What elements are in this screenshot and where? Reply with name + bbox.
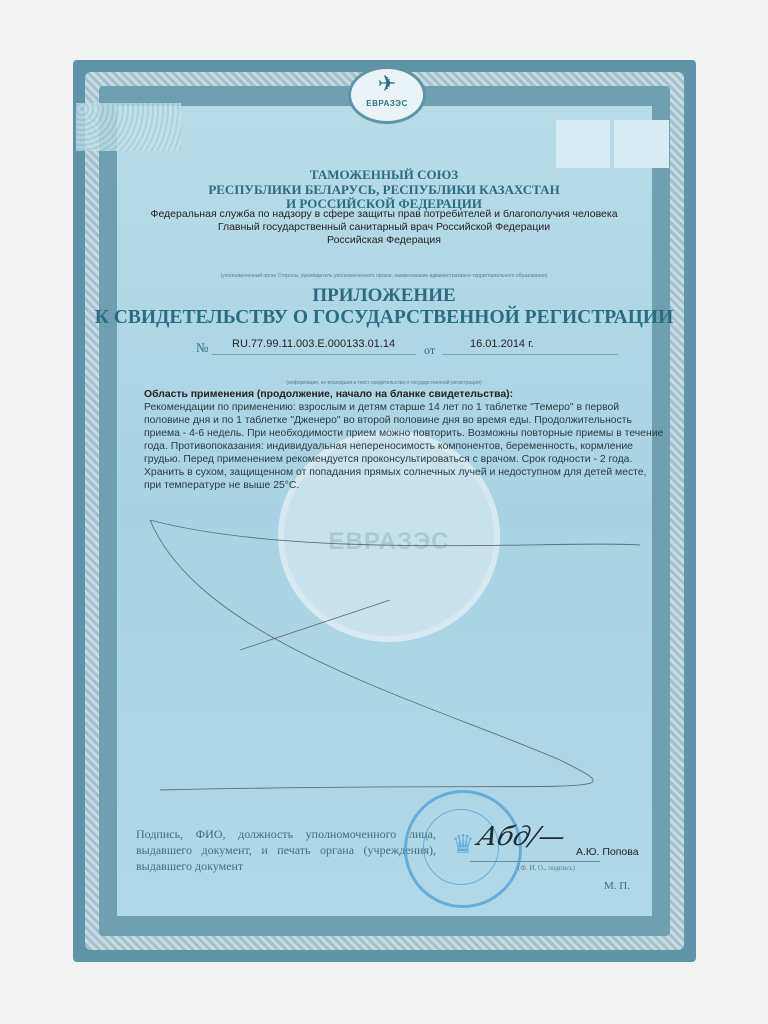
double-headed-eagle-icon: ♛	[451, 829, 475, 859]
bird-icon: ✈	[377, 71, 397, 96]
signer-name: А.Ю. Попова	[576, 846, 639, 858]
logo-text: ЕВРАЗЭС	[366, 99, 408, 108]
info-caption: (информация, не вошедшая в текст свидетельства о государственной регистрации)	[286, 380, 482, 386]
handwritten-signature: Абд/—	[473, 822, 569, 852]
signature-underline	[470, 861, 600, 862]
registration-number: RU.77.99.11.003.E.000133.01.14	[232, 338, 396, 350]
number-label: №	[196, 340, 209, 355]
header-line-2: РЕСПУБЛИКИ БЕЛАРУСЬ, РЕСПУБЛИКИ КАЗАХСТАН	[208, 182, 560, 197]
application-heading: Область применения (продолжение, начало на бланке свидетельства):	[144, 389, 514, 400]
application-body: Рекомендации по применению: взрослым и детям старше 14 лет по 1 таблетке "Темеро" в первой половине дня и по 1 таблетке "Дженеро" во второй половине дня во время еды. Продолжительность приема - 4-6 недель. При необходимости прием можно повторить. Возможны повторные приемы в течение года. Противопоказания: индивидуальная непереносимость компонентов, беременность, кормление грудью. Перед применением рекомендуется проконсультироваться с врачом. Срок годности - 2 года. Хранить в сухом, защищенном от попадания прямых солнечных лучей и недоступном для детей месте, при температуре не выше 25°C.	[144, 402, 664, 491]
signature-label: Подпись, ФИО, должность уполномоченного лица, выдавшего документ, и печать органа (учреждения), выдавшего документ	[136, 827, 436, 873]
fio-caption: (Ф. И. О., подпись)	[518, 864, 575, 872]
document-title: ПРИЛОЖЕНИЕ	[312, 285, 456, 306]
header-line-1: ТАМОЖЕННЫЙ СОЮЗ	[309, 167, 459, 182]
date-label: от	[424, 343, 436, 357]
document-subtitle: К СВИДЕТЕЛЬСТВУ О ГОСУДАРСТВЕННОЙ РЕГИСТРАЦИИ	[94, 307, 674, 328]
authority-line-2: Главный государственный санитарный врач Российской Федерации	[217, 221, 551, 233]
registration-date: 16.01.2014 г.	[470, 338, 534, 350]
authority-caption: (уполномоченный орган Стороны, руководитель уполномоченного органа, наименование административно-территориального образования)	[220, 273, 548, 279]
seal-place-mark: М. П.	[604, 880, 630, 892]
watermark-text: ЕВРАЗЭС	[328, 528, 450, 555]
authority-line-1: Федеральная служба по надзору в сфере защиты прав потребителей и благополучия человека	[150, 208, 618, 220]
header-line-3: И РОССИЙСКОЙ ФЕДЕРАЦИИ	[286, 196, 482, 211]
authority-line-3: Российская Федерация	[327, 234, 441, 246]
